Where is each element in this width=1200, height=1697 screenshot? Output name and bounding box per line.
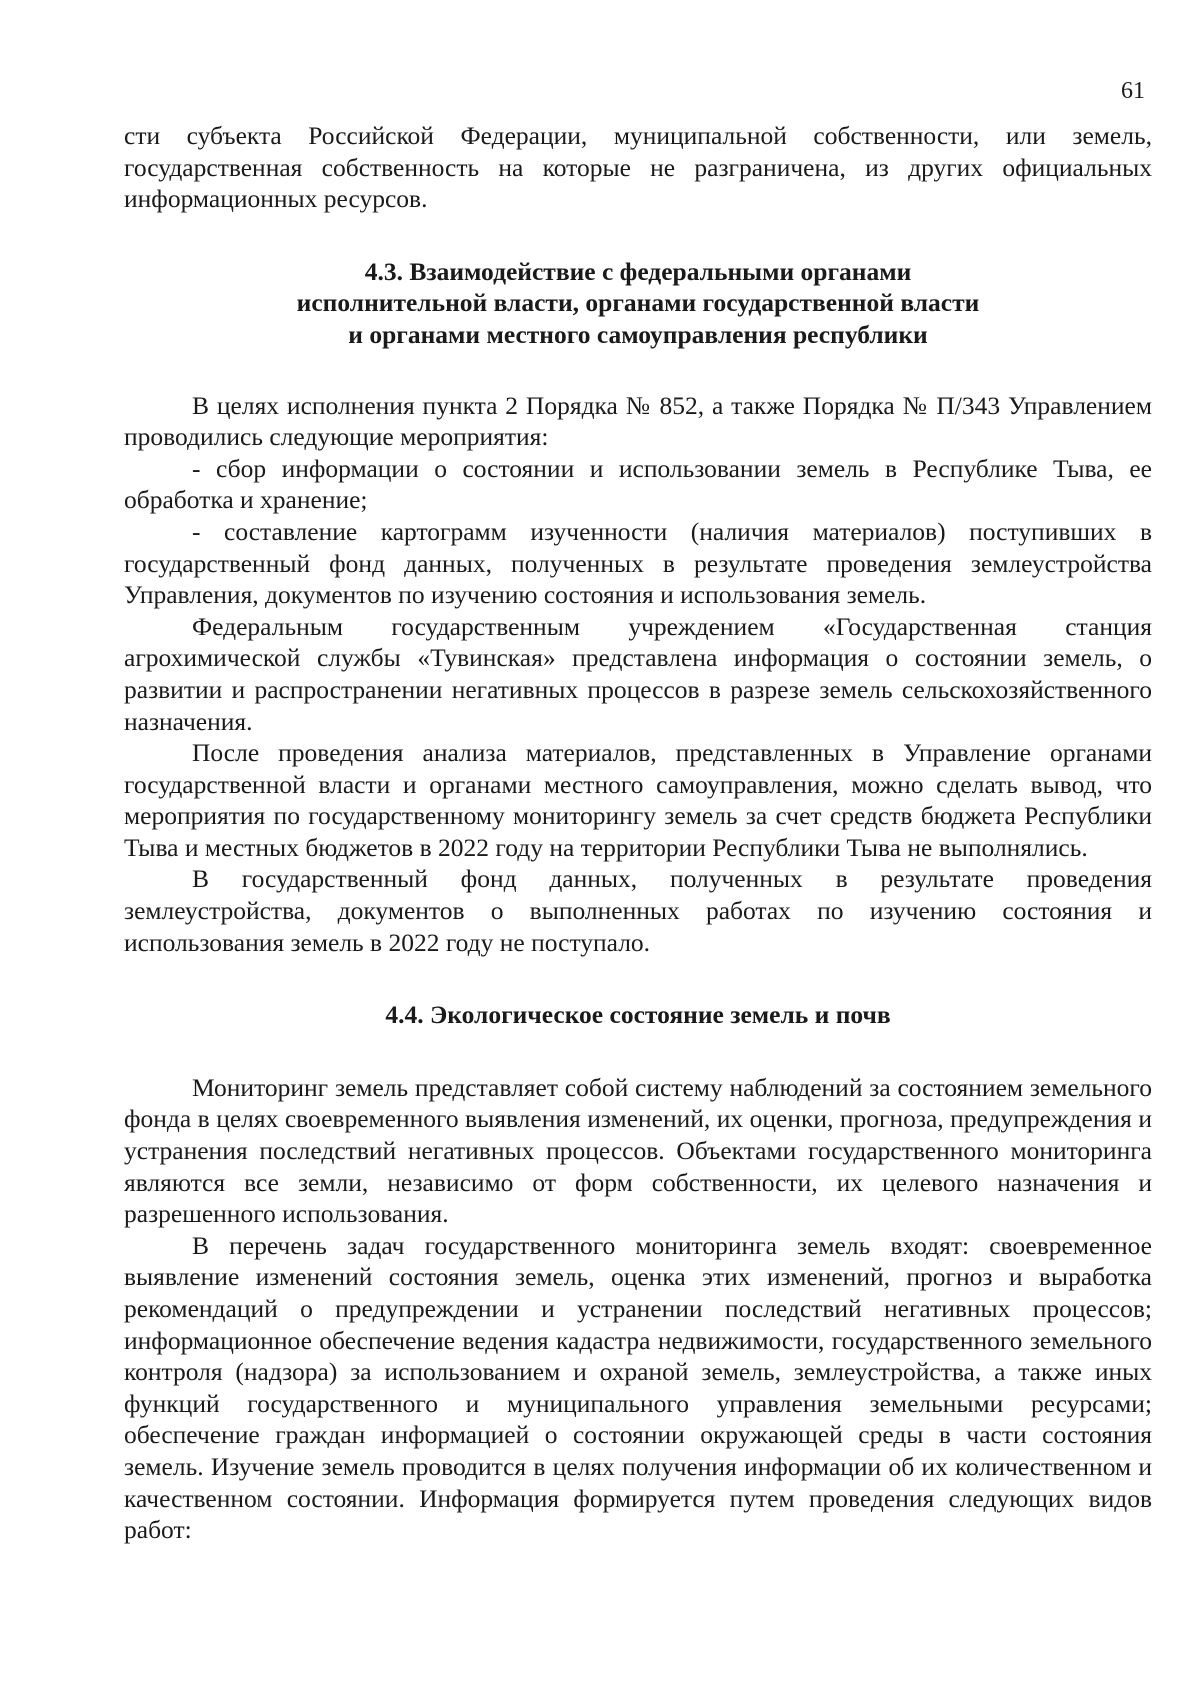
paragraph: Федеральным государственным учреждением «Государственная станция агрохимической службы «Тувинская» представлена информация о состоянии земель, о развитии и распространении негативных процессов в разрезе земель сельскохозяйственного назначения. bbox=[124, 611, 1152, 736]
heading-line: и органами местного самоуправления республики bbox=[348, 319, 928, 349]
section-heading-4-4: 4.4. Экологическое состояние земель и почв bbox=[385, 1000, 891, 1030]
heading-line: 4.3. Взаимодействие с федеральными органами bbox=[364, 256, 912, 286]
paragraph: В государственный фонд данных, полученных в результате проведения землеустройства, документов о выполненных работах по изучению состояния и использования земель в 2022 году не поступало. bbox=[124, 864, 1152, 957]
section-4-4-body bbox=[124, 1072, 1152, 1546]
paragraph: В целях исполнения пункта 2 Порядка № 852, а также Порядка № П/343 Управлением проводились следующие мероприятия: bbox=[124, 390, 1152, 452]
continuation-paragraph: сти субъекта Российской Федерации, муниципальной собственности, или земель, государственная собственность на которые не разграничена, из других официальных информационных ресурсов. bbox=[124, 121, 1152, 214]
page-content bbox=[124, 120, 1152, 1546]
list-item: - сбор информации о состоянии и использовании земель в Республике Тыва, ее обработка и хранение; bbox=[124, 453, 1152, 515]
paragraph: В перечень задач государственного мониторинга земель входят: своевременное выявление изменений состояния земель, оценка этих изменений, прогноз и выработка рекомендаций о предупреждении и устранении последствий негативных процессов; информационное обеспечение ведения кадастра недвижимости, государственного земельного контроля (надзора) за использованием и охраной земель, землеустройства, а также иных функций государственного и муниципального управления земельными ресурсами; обеспечение граждан информацией о состоянии окружающей среды в части состояния земель. Изучение земель проводится в целях получения информации об их количественном и качественном состоянии. Информация формируется путем проведения следующих видов работ: bbox=[124, 1230, 1152, 1545]
list-item: - составление картограмм изученности (наличия материалов) поступивших в государственный фонд данных, полученных в результате проведения землеустройства Управления, документов по изучению состояния и использования земель. bbox=[124, 516, 1152, 610]
page-number: 61 bbox=[1121, 78, 1145, 104]
heading-line: исполнительной власти, органами государственной власти bbox=[296, 288, 980, 318]
paragraph: Мониторинг земель представляет собой систему наблюдений за состоянием земельного фонда в целях своевременного выявления изменений, их оценки, прогноза, предупреждения и устранения последствий негативных процессов. Объектами государственного мониторинга являются все земли, независимо от форм собственности, их целевого назначения и разрешенного использования. bbox=[124, 1072, 1152, 1229]
section-4-3-body bbox=[124, 390, 1152, 959]
paragraph: После проведения анализа материалов, представленных в Управление органами государственной власти и органами местного самоуправления, можно сделать вывод, что мероприятия по государственному мониторингу земель за счет средств бюджета Республики Тыва и местных бюджетов в 2022 году на территории Республики Тыва не выполнялись. bbox=[124, 738, 1152, 862]
section-heading-4-3 bbox=[124, 256, 1152, 351]
